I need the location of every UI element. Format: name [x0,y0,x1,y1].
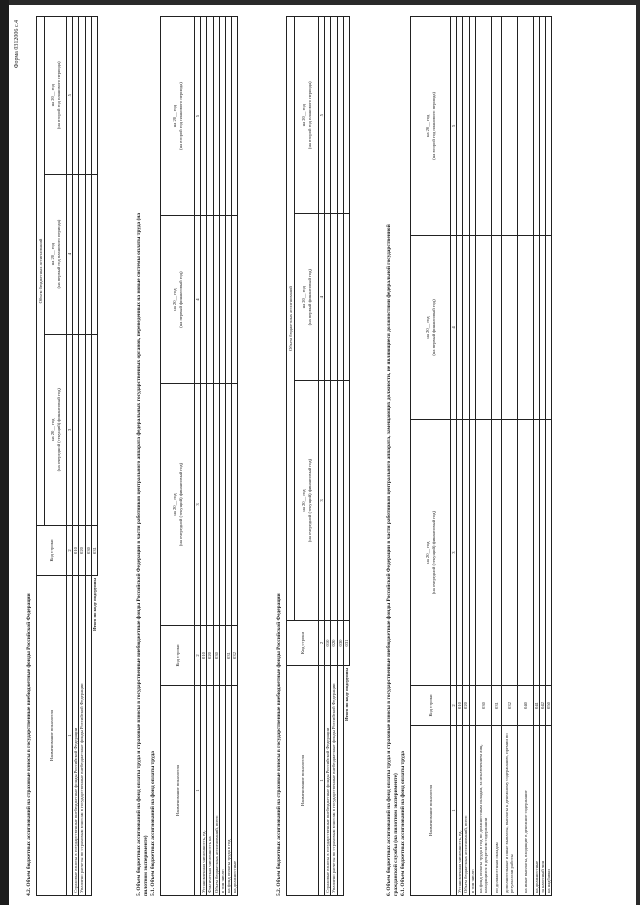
itogo-row [343,17,349,896]
row-name: дополнительные и иные выплаты, выплаты к денежному содержанию, премии по результатам работы [501,726,517,896]
header-year-3: на 20__ год (на второй год планового периода) [411,17,451,236]
col-num: 5 [195,17,201,216]
value-cell[interactable] [475,235,491,419]
header-name: Наименование показателя [161,686,195,896]
row-name: Фактическая численность на [207,686,213,896]
row-name: Уплачено расчеты по страховым взносам в государственные внебюджетные фонды Российской Федерации [331,666,337,896]
table-5-2 [286,16,350,896]
row-name: на иные выплаты, входящие в денежное содержание [517,726,533,896]
itogo-code: 031 [343,621,349,666]
row-code: 031 [226,626,232,686]
row-name: Уплачено расчеты по страховым взносам в государственные внебюджетные фонды Российской Федерации [79,576,85,896]
row-name: Страховые взносы в государственные внебюджетные фонды Российской Федерации [325,666,331,896]
header-name: Наименование показателя [411,726,451,896]
row-name: Установленная численность, ед. [201,686,207,896]
row-name: в том числе: [469,726,475,896]
row-name: по должностным окладам [491,726,501,896]
header-year-3: на 20__ год (на второй год планового периода) [161,17,195,216]
col-num: 2 [67,526,73,576]
header-year-2: на 20__ год (на первый финансовый год) [161,216,195,384]
row-name: Объем бюджетных ассигнований, всего [213,686,219,896]
row-name: на фонд оплаты труда в год [226,686,232,896]
row-name: Страховые взносы в государственные внебюджетные фонды Российской Федерации [73,576,79,896]
header-group: Объем бюджетных ассигнований [37,17,45,526]
section-5-heading: 5. Объем бюджетных ассигнований на фонд оплаты труда и страховые взносы в государственные внебюджетные фонды Российской Федерации в части работников центрального аппарата федеральных государственных органов, переведенных на новые системы оплаты труда (на [136,212,142,896]
col-num: 4 [195,216,201,384]
section-6-heading: 6. Объем бюджетных ассигнований на фонд оплаты труда и страховые взносы в государственные внебюджетные фонды Российской Федерации в части работников центрального аппарата, замещающих должности, не являющиеся должностями федеральной государственной [386,224,392,896]
col-num: 5 [451,17,457,236]
value-cell[interactable] [491,17,501,236]
section-6-1-heading: 6.1. Объем бюджетных ассигнований на фонд оплаты труда [400,751,406,896]
value-cell[interactable] [517,17,533,236]
col-num: 3 [67,334,73,525]
row-code: 030 [475,686,491,726]
value-cell[interactable] [343,214,349,381]
row-name: в том числе: [219,686,225,896]
row-code: 040 [517,686,533,726]
row-code: 050 [546,686,552,726]
row-code: 020 [207,626,213,686]
col-num: 3 [195,384,201,626]
row-code: 030 [85,526,91,576]
table-row [475,17,491,896]
value-cell[interactable] [232,17,238,216]
value-cell[interactable] [232,384,238,626]
row-code: 010 [457,686,463,726]
row-code: 030 [337,621,343,666]
table-row [517,17,533,896]
value-cell[interactable] [343,17,349,215]
row-name: Объем бюджетных ассигнований, всего [463,726,469,896]
col-num: 5 [319,17,325,215]
table-5-1 [160,16,238,896]
header-year-1: на 20__ год (на очередной (текущий) финансовый год) [45,334,67,525]
value-cell[interactable] [501,235,517,419]
header-year-2: на 20__ год (на первый финансовый год) [411,235,451,419]
header-name: Наименование показателя [37,576,67,896]
section-4-2-heading: 4.2. Объем бюджетных ассигнований на страховые взносы в государственные внебюджетные фонды Российской Федерации [26,593,32,896]
row-code: 031 [491,686,501,726]
section-5-1-heading: 5.1. Объем бюджетных ассигнований на фонд оплаты труда [150,751,156,896]
row-code: 020 [463,686,469,726]
row-code: 010 [201,626,207,686]
value-cell[interactable] [517,420,533,686]
row-code: 041 [533,686,539,726]
table-header-row [287,17,295,896]
row-name: на надбавки [546,726,552,896]
header-code: Код строки [287,621,319,666]
col-num: 2 [195,626,201,686]
section-5-2-heading: 5.2. Объем бюджетных ассигнований на страховые взносы в государственные внебюджетные фонды Российской Федерации [276,593,282,896]
col-num: 1 [195,686,201,896]
table-row [546,17,552,896]
value-cell[interactable] [491,235,501,419]
header-year-3: на 20__ год (на второй год планового периода) [295,17,319,215]
col-num: 3 [319,381,325,621]
col-num: 4 [451,235,457,419]
value-cell[interactable] [343,381,349,621]
header-group: Объем бюджетных ассигнований [287,17,295,621]
header-year-2: на 20__ год (на первый финансовый год) [295,214,319,381]
row-name: за классный чин [540,726,546,896]
row-code: 010 [325,621,331,666]
itogo-label: Итого по коду подгруппы [91,576,97,896]
table-4-2 [36,16,98,896]
value-cell[interactable] [491,420,501,686]
header-code: Код строки [411,686,451,726]
value-cell[interactable] [546,235,552,419]
table-row [491,17,501,896]
scan-edge-top [0,0,640,5]
col-num: 4 [319,214,325,381]
col-num: 1 [319,666,325,896]
value-cell[interactable] [91,334,97,525]
itogo-row [91,17,97,896]
header-code: Код строки [37,526,67,576]
header-year-2: на 20__ год (на первый год планового периода) [45,174,67,334]
row-name: на должностные [232,686,238,896]
row-name: на должностные [533,726,539,896]
col-num: 4 [67,174,73,334]
header-year-1: на 20__ год (на очередной (текущий) финансовый год) [411,420,451,686]
table-header-row [37,17,45,896]
value-cell[interactable] [517,235,533,419]
value-cell[interactable] [546,17,552,236]
value-cell[interactable] [501,17,517,236]
value-cell[interactable] [475,420,491,686]
value-cell[interactable] [546,420,552,686]
row-code: 032 [232,626,238,686]
row-code: 010 [73,526,79,576]
row-name: на фонд оплаты труда в год по должностным окладам, за исключением лиц, находящихся в декретном содержании [475,726,491,896]
table-row [501,17,517,896]
section-5-heading-2: пилотном эксперименте) [143,835,149,896]
header-year-1: на 20__ год (на очередной (текущий) финансовый год) [161,384,195,626]
value-cell[interactable] [91,174,97,334]
value-cell[interactable] [475,17,491,236]
table-row [232,17,238,896]
row-code: 032 [501,686,517,726]
row-code: 042 [540,686,546,726]
row-code: 020 [79,526,85,576]
col-num: 2 [319,621,325,666]
row-name: Установленная численность, ед. [457,726,463,896]
row-code: 030 [213,626,219,686]
table-6-1 [410,16,552,896]
table-header-row [161,17,195,896]
form-label: Форма 0312006 с.4 [14,20,20,69]
section-6-heading-2: гражданской службы (на пилотном эксперименте) [393,773,399,896]
col-num: 3 [451,420,457,686]
header-year-1: на 20__ год (на очередной (текущий) финансовый год) [295,381,319,621]
row-code: 020 [331,621,337,666]
rotated-form-page [14,16,624,896]
value-cell[interactable] [91,17,97,175]
col-num: 2 [451,686,457,726]
itogo-code: 031 [91,526,97,576]
header-year-3: на 20__ год (на второй год планового периода) [45,17,67,175]
col-num: 1 [67,576,73,896]
header-code: Код строки [161,626,195,686]
scan-edge-left [0,0,9,905]
col-num: 1 [451,726,457,896]
value-cell[interactable] [232,216,238,384]
col-num: 5 [67,17,73,175]
header-name: Наименование показателя [287,666,319,896]
itogo-label: Итого по коду подгруппы [343,666,349,896]
scan-edge-right [636,0,640,905]
table-header-row [411,17,451,896]
value-cell[interactable] [501,420,517,686]
